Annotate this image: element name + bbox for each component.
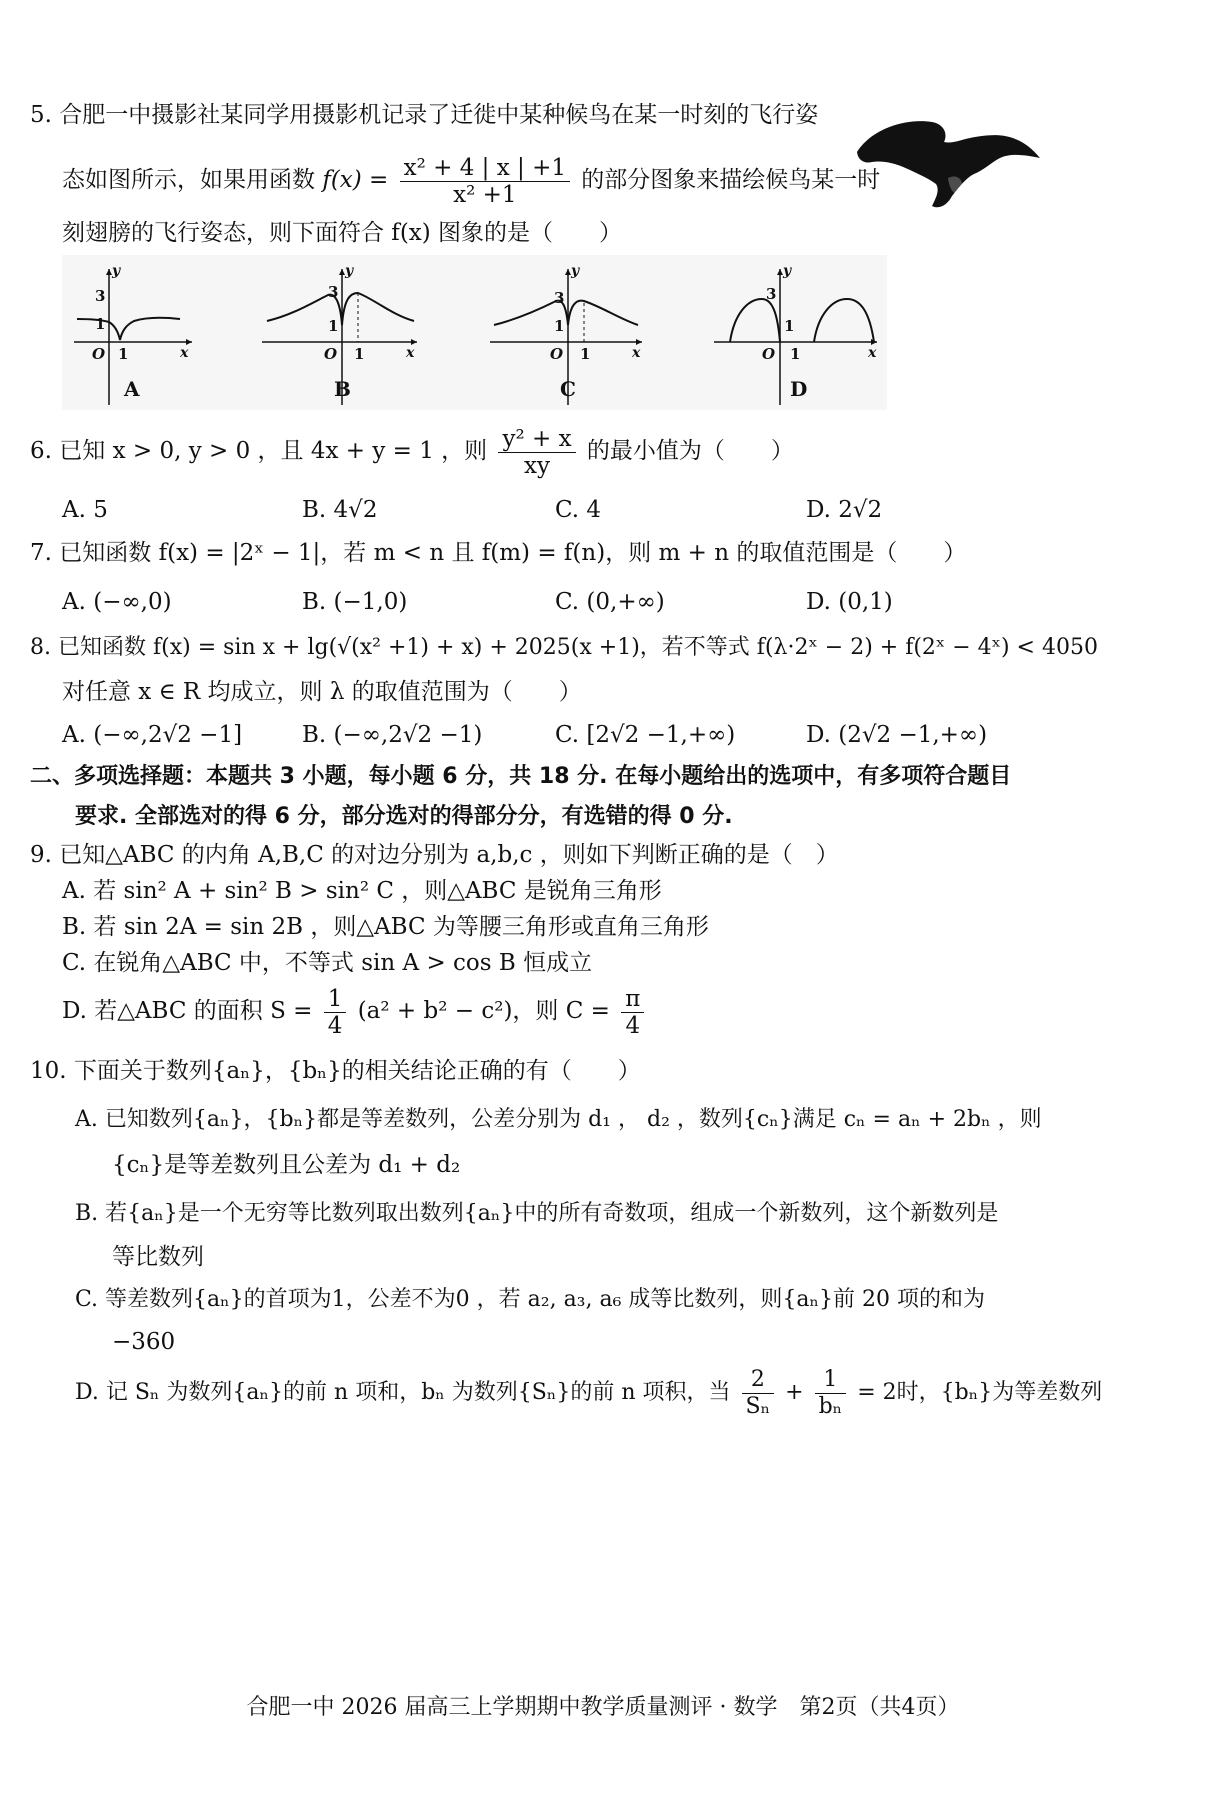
- q9-number: 9.: [30, 842, 52, 868]
- graph-a-label: A: [124, 377, 140, 401]
- q9-option-d-frac2-den: 4: [625, 1012, 641, 1039]
- q8-text-2: 对任意 x ∈ R 均成立，则 λ 的取值范围为（ ）: [62, 679, 582, 705]
- q9-option-d-text: D. 若△ABC 的面积 S =: [62, 998, 313, 1024]
- q5-fraction: [400, 155, 570, 208]
- graph-c-label: C: [560, 377, 576, 401]
- q8-text-1: 已知函数 f(x) = sin x + lg(√(x² +1) + x) + 2025(x +1)，若不等式 f(λ·2ˣ − 2) + f(2ˣ − 4ˣ) < 4050: [58, 635, 1098, 660]
- q10-option-a-1: A. 已知数列{aₙ}，{bₙ}都是等差数列，公差分别为 d₁ ， d₂ ，数列{cₙ}满足 cₙ = aₙ + 2bₙ ，则: [75, 1107, 1042, 1132]
- graph-b-x-label: x: [406, 345, 415, 361]
- q10-number: 10.: [30, 1058, 67, 1084]
- q8-option-a: A. (−∞,2√2 −1]: [62, 722, 243, 748]
- graph-c-one-y: 1: [554, 317, 565, 335]
- graph-a-x-label: x: [180, 345, 189, 361]
- graph-b-y-tick: 3: [328, 283, 339, 301]
- q5-line3: 刻翅膀的飞行姿态，则下面符合 f(x) 图象的是（ ）: [62, 220, 623, 246]
- q10-option-c-1: C. 等差数列{aₙ}的首项为1，公差不为0 ，若 a₂, a₃, a₆ 成等比数列，则{aₙ}前 20 项的和为: [75, 1287, 986, 1312]
- q5-graphs: [62, 255, 887, 410]
- graph-b-one-x: 1: [354, 345, 365, 363]
- page-footer: 合肥一中 2026 届高三上学期期中教学质量测评 · 数学 第2页（共4页）: [246, 1695, 960, 1720]
- q9-option-d: [62, 982, 648, 1040]
- q10-option-d-frac1: [742, 1367, 775, 1420]
- q8-number: 8.: [30, 635, 51, 660]
- q5-line1: [30, 100, 818, 130]
- graph-a-one-y: 1: [95, 315, 106, 333]
- q7-option-c: C. (0,+∞): [555, 589, 665, 615]
- q5-graphs-svg: [62, 255, 887, 410]
- q6-option-b: B. 4√2: [302, 497, 378, 523]
- q9-line: [30, 840, 839, 870]
- graph-b-origin: O: [324, 345, 338, 363]
- q10-option-d-frac1-den: Sₙ: [745, 1393, 771, 1419]
- q5-function-name: f(x) =: [322, 167, 389, 193]
- q10-line: [30, 1056, 641, 1086]
- graph-a-one-x: 1: [118, 345, 129, 363]
- q10-text: 下面关于数列{aₙ}，{bₙ}的相关结论正确的有（ ）: [73, 1058, 641, 1084]
- bird-image: [852, 100, 1047, 218]
- q6-fraction: [498, 426, 575, 479]
- q9-option-d-frac-num: 1: [324, 986, 347, 1013]
- q10-option-d: [75, 1364, 1102, 1422]
- graph-d-label: D: [790, 377, 808, 401]
- q8-option-c: C. [2√2 −1,+∞): [555, 722, 736, 748]
- graph-c-x-label: x: [632, 345, 641, 361]
- graph-d-x-label: x: [868, 345, 877, 361]
- graph-b-y-label: y: [345, 263, 354, 279]
- graph-d-y-tick: 3: [766, 285, 777, 303]
- graph-d-one-x: 1: [790, 345, 801, 363]
- q6-frac-numerator: y² + x: [498, 426, 575, 453]
- q6-option-c: C. 4: [555, 497, 602, 523]
- graph-c-y-tick: 3: [554, 289, 565, 307]
- q7-option-d: D. (0,1): [806, 589, 893, 615]
- q6-option-d: D. 2√2: [806, 497, 883, 523]
- q9-option-d-frac-den: 4: [327, 1012, 343, 1039]
- q6-text: 已知 x > 0, y > 0 ，且 4x + y = 1 ，则: [59, 438, 488, 464]
- graph-a-y-tick: 3: [95, 287, 106, 305]
- q9-text: 已知△ABC 的内角 A,B,C 的对边分别为 a,b,c ，则如下判断正确的是（ ）: [59, 842, 839, 868]
- graph-d-origin: O: [762, 345, 776, 363]
- graph-a-origin: O: [92, 345, 106, 363]
- q6-line: [30, 422, 794, 480]
- q10-option-d-frac1-num: 2: [742, 1367, 775, 1394]
- graph-d-y-label: y: [783, 263, 792, 279]
- q10-option-d-frac2: [815, 1367, 847, 1420]
- graph-c-y-label: y: [571, 263, 580, 279]
- q6-frac-denominator: xy: [524, 452, 551, 479]
- q9-option-d-frac: [324, 986, 347, 1039]
- q10-option-d-text: D. 记 Sₙ 为数列{aₙ}的前 n 项和，bₙ 为数列{Sₙ}的前 n 项积，当: [75, 1380, 731, 1405]
- q8-line1: [30, 633, 1098, 663]
- section2-header-2: 要求. 全部选对的得 6 分，部分选对的得部分分，有选错的得 0 分.: [75, 804, 733, 829]
- q7-number: 7.: [30, 540, 52, 566]
- q10-option-d-frac2-den: bₙ: [818, 1393, 843, 1419]
- q9-option-a: A. 若 sin² A + sin² B > sin² C ，则△ABC 是锐角三角形: [62, 878, 662, 904]
- q10-option-c-2: −360: [112, 1329, 176, 1355]
- q10-option-b-1: B. 若{aₙ}是一个无穷等比数列取出数列{aₙ}中的所有奇数项，组成一个新数列，这个新数列是: [75, 1201, 999, 1226]
- graph-c-one-x: 1: [580, 345, 591, 363]
- q6-option-a: A. 5: [62, 497, 108, 523]
- q10-option-a-2: {cₙ}是等差数列且公差为 d₁ + d₂: [112, 1152, 461, 1178]
- graph-a-y-label: y: [112, 263, 121, 279]
- graph-b-label: B: [334, 377, 351, 401]
- q7-option-a: A. (−∞,0): [62, 589, 172, 615]
- q9-option-d-frac2: [621, 986, 644, 1039]
- q5-text-2: 态如图所示，如果用函数: [62, 167, 315, 193]
- q7-option-b: B. (−1,0): [302, 589, 408, 615]
- q10-option-d-plus: +: [785, 1380, 804, 1405]
- q10-option-d-post: = 2时，{bₙ}为等差数列: [857, 1380, 1103, 1405]
- graph-b-one-y: 1: [328, 317, 339, 335]
- q9-option-d-mid: (a² + b² − c²)，则 C =: [357, 998, 610, 1024]
- graph-c-origin: O: [550, 345, 564, 363]
- section2-header-1: 二、多项选择题：本题共 3 小题，每小题 6 分，共 18 分. 在每小题给出的选项中，有多项符合题目: [30, 764, 1012, 789]
- q8-option-b: B. (−∞,2√2 −1): [302, 722, 483, 748]
- q7-text: 已知函数 f(x) = |2ˣ − 1|，若 m < n 且 f(m) = f(n)，则 m + n 的取值范围是（ ）: [59, 540, 967, 566]
- q7-line: [30, 538, 966, 568]
- q9-option-c: C. 在锐角△ABC 中，不等式 sin A > cos B 恒成立: [62, 950, 593, 976]
- q5-frac-denominator: x² +1: [453, 181, 517, 208]
- q5-line2: [62, 152, 880, 208]
- q10-option-d-frac2-num: 1: [815, 1367, 847, 1394]
- q5-frac-numerator: x² + 4 | x | +1: [400, 155, 570, 182]
- q9-option-d-frac2-num: π: [621, 986, 644, 1013]
- graph-d-one-y: 1: [784, 317, 795, 335]
- q5-number: 5.: [30, 102, 52, 128]
- q5-text-2b: 的部分图象来描绘候鸟某一时: [581, 167, 881, 193]
- q10-option-b-2: 等比数列: [112, 1244, 204, 1270]
- q8-option-d: D. (2√2 −1,+∞): [806, 722, 988, 748]
- q6-number: 6.: [30, 438, 52, 464]
- q9-option-b: B. 若 sin 2A = sin 2B ，则△ABC 为等腰三角形或直角三角形: [62, 914, 709, 940]
- q6-text-post: 的最小值为（ ）: [586, 438, 794, 464]
- q5-text-1: 合肥一中摄影社某同学用摄影机记录了迁徙中某种候鸟在某一时刻的飞行姿: [59, 102, 819, 128]
